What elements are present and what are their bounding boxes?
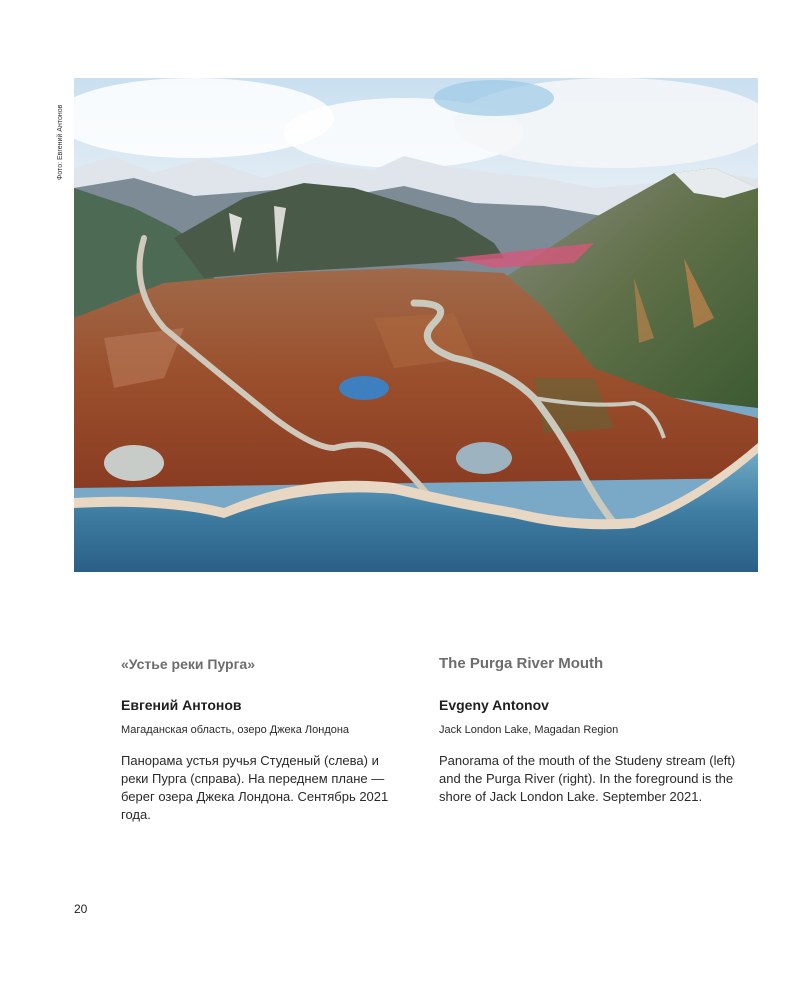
location-en: Jack London Lake, Magadan Region [439, 724, 619, 736]
location-ru: Магаданская область, озеро Джека Лондона [121, 724, 350, 736]
description-ru: Панорама устья ручья Студеный (слева) и реки Пурга (справа). На переднем плане — берег озера Джека Лондона. Сентябрь 2021 года. [121, 753, 389, 822]
description-en: Panorama of the mouth of the Studeny stream (left) and the Purga River (right). In the foreground is the shore of Jack London Lake. September 2021. [439, 753, 736, 804]
caption-title-en: The Purga River Mouth [439, 655, 604, 672]
author-name-ru: Евгений Антонов [121, 697, 242, 713]
landscape-photo [74, 78, 758, 572]
pond [339, 376, 389, 400]
author-name-en: Evgeny Antonov [439, 697, 549, 713]
landscape-illustration [74, 78, 758, 572]
caption-title-ru: «Устье реки Пурга» [121, 656, 255, 672]
photo-credit: Фото: Евгений Антонов [57, 104, 64, 180]
page-number: 20 [74, 902, 88, 916]
russian-caption [121, 652, 406, 824]
english-caption [439, 652, 739, 806]
